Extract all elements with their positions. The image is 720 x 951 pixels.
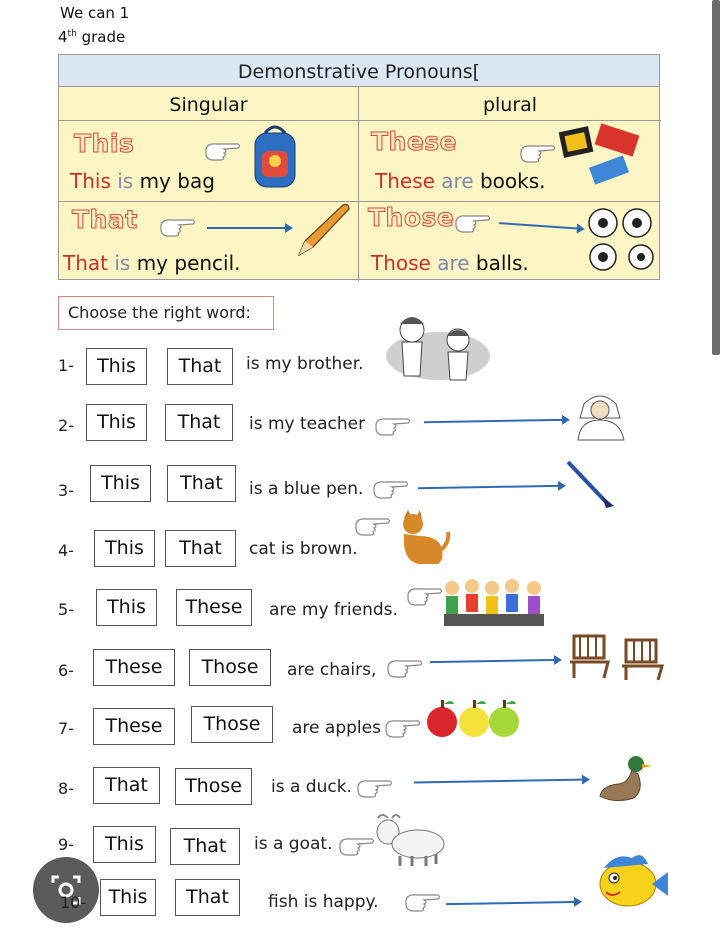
sentence-verb: are [441,169,474,193]
table-title: Demonstrative Pronouns[ [59,55,659,87]
option-b[interactable]: Those [189,649,271,686]
chairs-icon [566,632,670,682]
option-a[interactable]: This [90,465,151,502]
brothers-icon [378,310,490,384]
question-text: is a blue pen. [249,479,364,499]
sentence-rest: books. [479,169,546,193]
grade-suffix: th [67,29,77,39]
option-b[interactable]: Those [191,706,273,743]
apples-icon [424,696,522,742]
sentence-those [371,251,529,275]
option-b[interactable]: Those [175,768,252,805]
word-that: That [72,205,138,234]
question-text: is a goat. [254,834,333,854]
question-number: 1- [58,356,74,375]
sentence-subject: That [63,251,108,275]
scan-icon [33,857,99,923]
school-bag-icon [249,121,301,191]
singular-header: Singular [59,87,358,121]
cat-icon [394,508,452,568]
question-text: are chairs, [287,660,377,680]
sentence-verb: are [437,251,470,275]
option-b[interactable]: That [165,530,236,567]
sentence-subject: This [70,169,111,193]
option-a[interactable]: This [93,826,156,863]
question-number: 4- [58,541,74,560]
option-a[interactable]: This [96,589,157,626]
question-text: fish is happy. [268,892,379,912]
arrow-line [424,419,568,424]
arrow-line [414,778,588,783]
question-number: 6- [58,661,74,680]
pointing-hand-icon [404,890,442,914]
column-divider [358,87,359,281]
worksheet-label: We can 1 [60,4,130,22]
arrow-line [446,901,580,905]
pointing-hand-icon [386,656,424,680]
pointing-hand-icon [384,716,422,740]
option-b[interactable]: These [176,589,252,626]
question-number: 3- [58,481,74,500]
option-a[interactable]: That [93,767,160,804]
lens-button[interactable] [33,857,99,923]
pointing-hand-icon [374,414,412,438]
sentence-rest: my bag [139,169,215,193]
option-b[interactable]: That [167,465,236,502]
arrow-line [418,485,564,490]
duck-icon [596,752,654,808]
word-these: These [371,127,458,156]
option-a[interactable]: These [93,649,175,686]
arrow-line [499,222,583,230]
grade-number: 4 [58,28,68,46]
friends-icon [440,576,550,632]
option-b[interactable]: That [165,404,233,441]
pointing-hand-icon [159,215,197,239]
pointing-hand-icon [356,776,394,800]
question-number: 2- [58,416,74,435]
option-a[interactable]: This [100,879,156,916]
sentence-rest: balls. [475,251,529,275]
pointing-hand-icon [519,141,557,165]
row-divider [59,201,659,202]
question-number: 5- [58,600,74,619]
fish-icon [592,848,672,912]
option-a[interactable]: This [86,404,147,441]
word-this: This [74,129,135,158]
pointing-hand-icon [204,139,242,163]
sentence-verb: is [114,251,131,275]
question-text: is a duck. [271,777,352,797]
grade-label [58,28,125,46]
question-text: are apples [292,718,381,738]
sentence-these [375,169,546,193]
question-text: is my teacher [249,414,366,434]
question-text: are my friends. [269,600,398,620]
pronoun-table [58,54,660,280]
word-those: Those [368,203,455,232]
teacher-icon [570,386,632,442]
option-b[interactable]: That [175,879,240,916]
option-a[interactable]: These [93,708,175,745]
question-text: cat is brown. [249,539,358,559]
option-b[interactable]: That [167,348,233,385]
plural-header: plural [359,87,661,121]
option-a[interactable]: This [94,530,155,567]
books-icon [557,121,653,195]
arrow-line [430,659,560,663]
question-number: 10- [60,893,87,912]
pointing-hand-icon [406,584,444,608]
sentence-rest: my pencil. [136,251,241,275]
question-text: is my brother. [246,354,364,374]
option-a[interactable]: This [86,348,147,385]
scrollbar[interactable] [712,0,720,355]
sentence-subject: These [375,169,435,193]
arrow-line [207,227,291,229]
goat-icon [370,812,450,868]
sentence-that [63,251,241,275]
sentence-subject: Those [371,251,431,275]
balls-icon [585,205,657,275]
question-number: 7- [58,719,74,738]
question-number: 9- [58,835,74,854]
pointing-hand-icon [454,211,492,235]
grade-word: grade [81,28,126,46]
blue-pen-icon [562,458,622,512]
question-number: 8- [58,779,74,798]
pencil-icon [291,197,355,261]
pointing-hand-icon [372,477,410,501]
sentence-this [70,169,215,193]
sentence-verb: is [117,169,134,193]
pointing-hand-icon [354,514,392,538]
option-b[interactable]: That [170,828,240,865]
instruction-box: Choose the right word: [58,296,274,330]
